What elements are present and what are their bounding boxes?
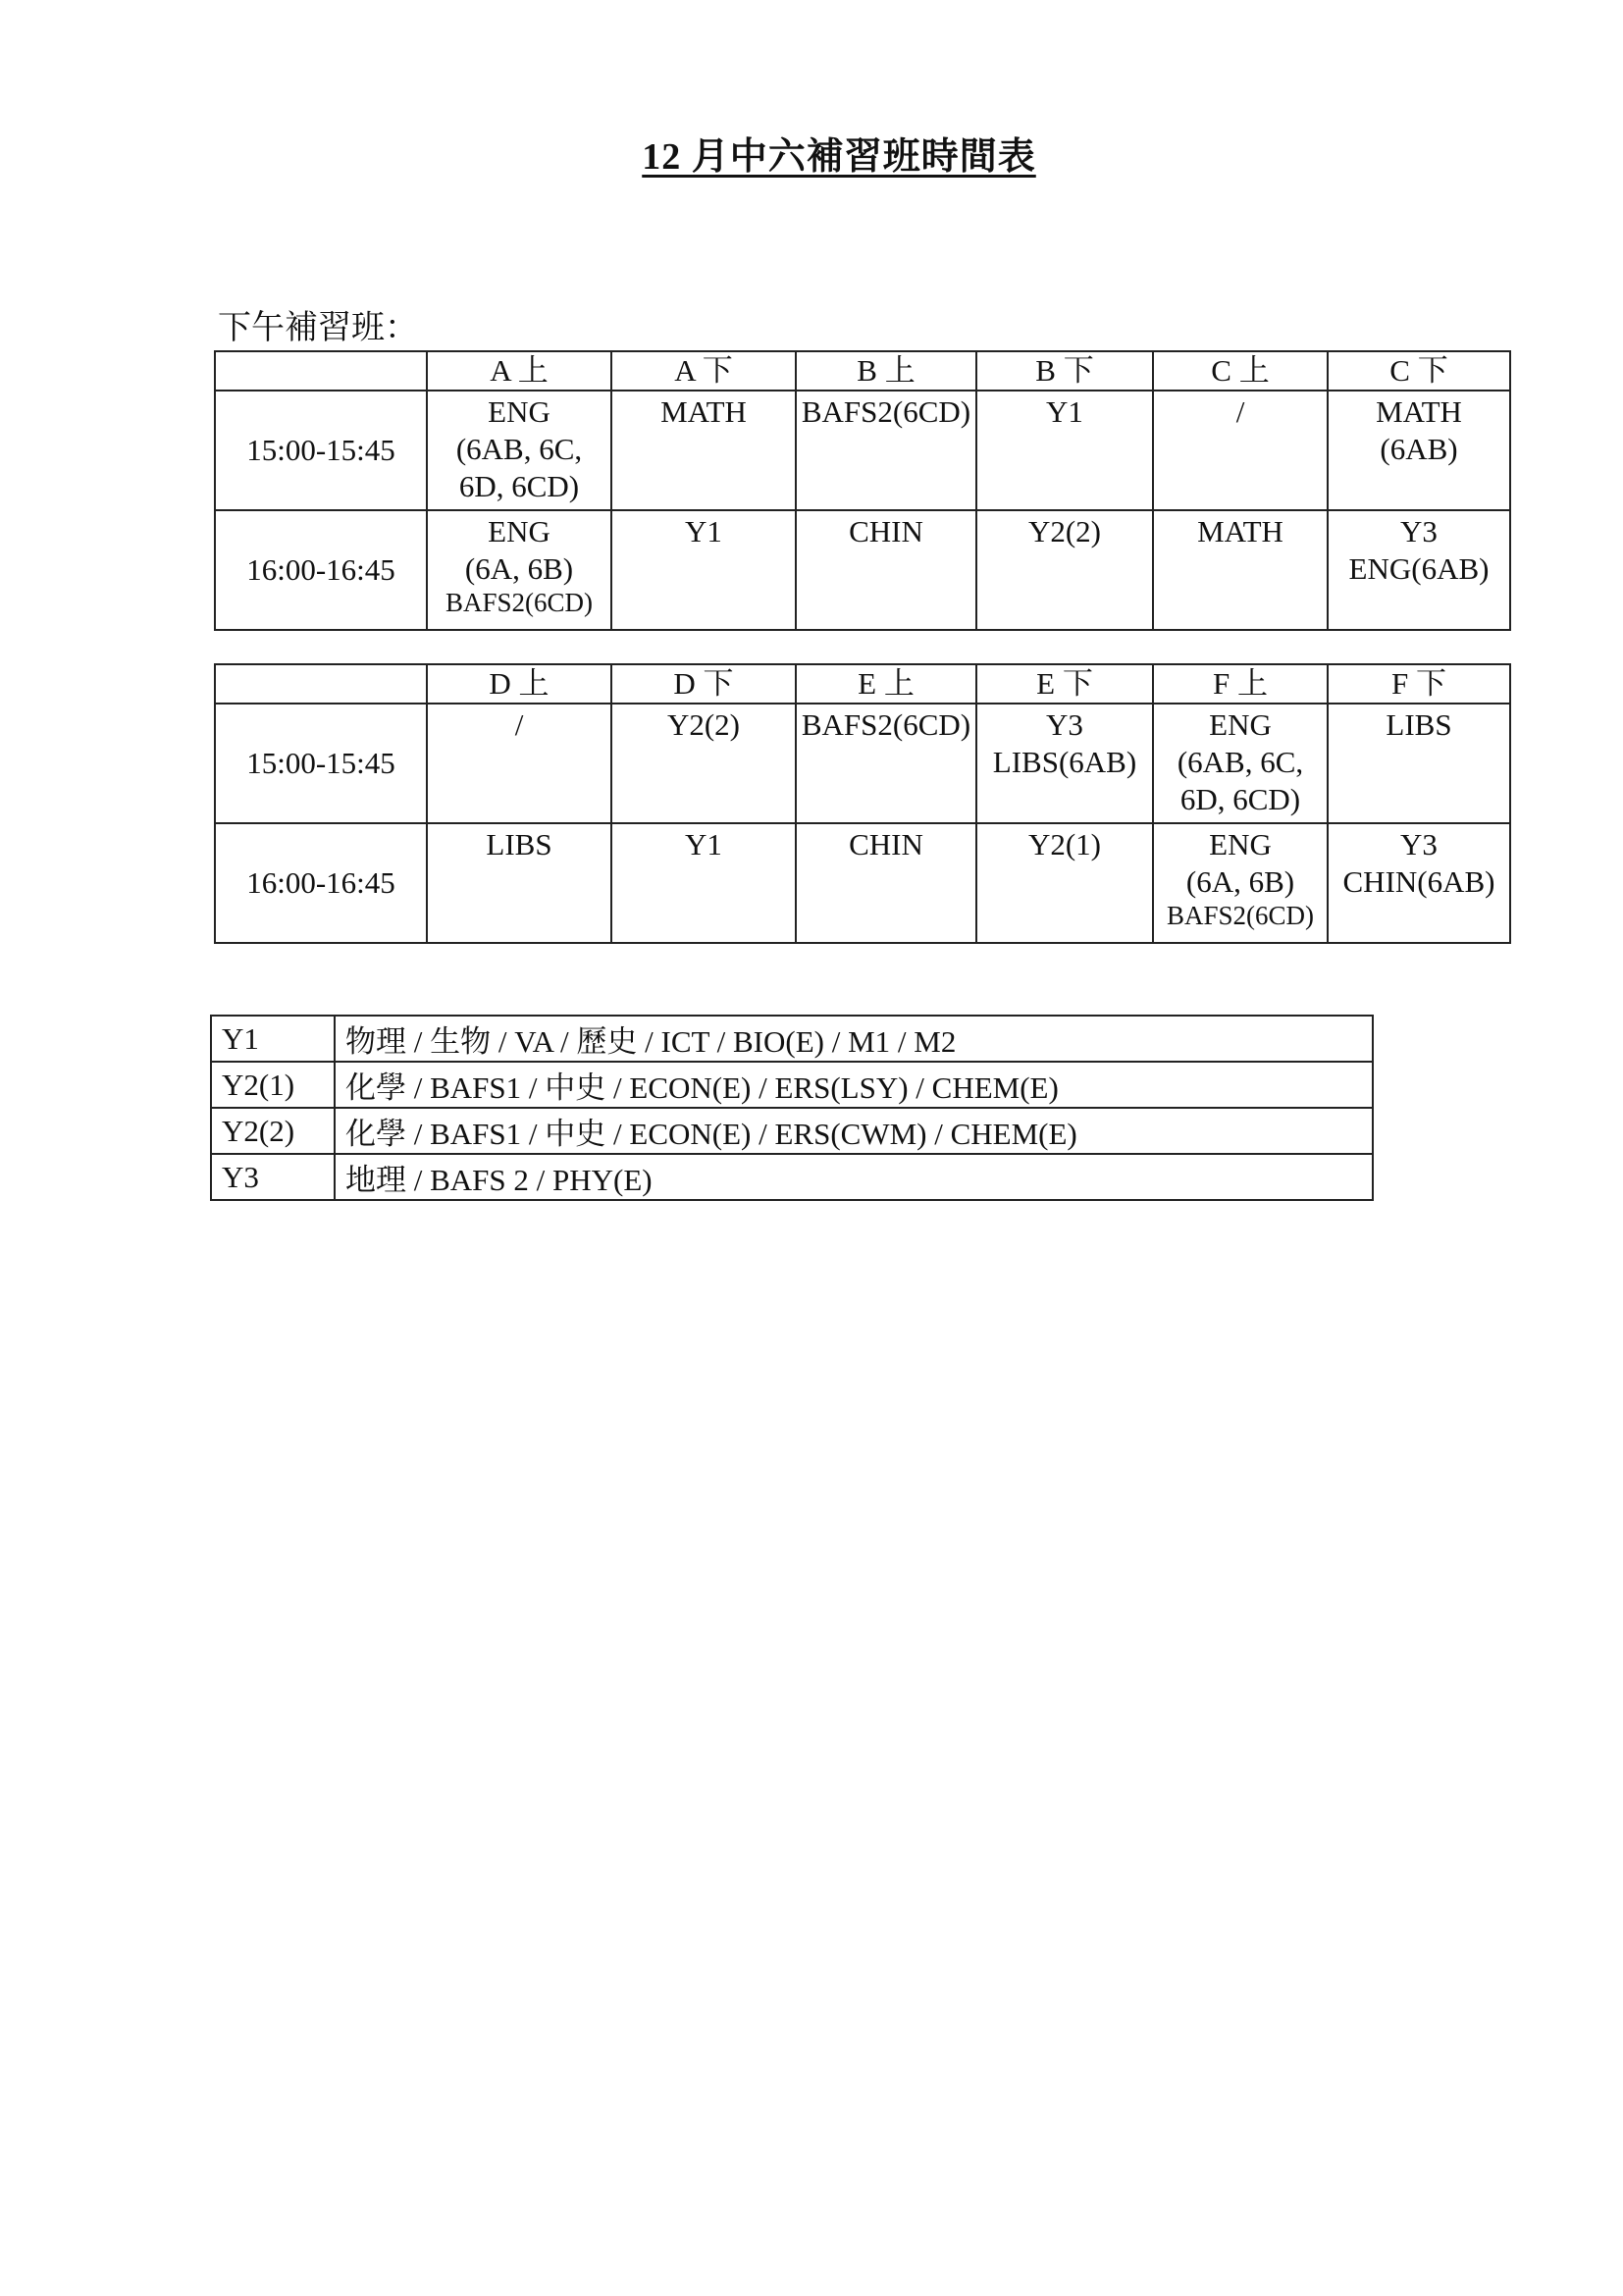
class-cell (1153, 823, 1328, 943)
legend-code: Y1 (211, 1016, 335, 1062)
header-cell: C 上 (1153, 351, 1328, 391)
time-cell: 16:00-16:45 (215, 823, 427, 943)
class-cell (976, 704, 1153, 823)
timetable-a (214, 350, 1511, 631)
class-cell (796, 823, 976, 943)
table-row (215, 704, 1510, 823)
cell-line: (6A, 6B) (464, 551, 574, 586)
class-cell (1153, 391, 1328, 510)
header-cell (215, 664, 427, 704)
cell-line: Y3 (1400, 514, 1438, 548)
cell-line: MATH (1197, 514, 1283, 548)
cell-line: BAFS2(6CD) (801, 394, 971, 429)
legend-subjects: 地理 / BAFS 2 / PHY(E) (335, 1154, 1373, 1200)
class-cell (796, 704, 976, 823)
cell-line: ENG (488, 394, 550, 429)
class-cell (796, 391, 976, 510)
cell-line: (6AB) (1380, 432, 1458, 466)
cell-line: LIBS(6AB) (992, 745, 1137, 779)
class-cell (427, 704, 611, 823)
class-cell (1328, 704, 1510, 823)
header-cell: A 下 (611, 351, 796, 391)
class-cell (611, 391, 796, 510)
legend-subjects: 化學 / BAFS1 / 中史 / ECON(E) / ERS(LSY) / CHEM(E) (335, 1062, 1373, 1108)
cell-line: ENG (1209, 827, 1272, 861)
cell-line: BAFS2(6CD) (1166, 901, 1315, 930)
class-cell (796, 510, 976, 630)
header-cell: D 下 (611, 664, 796, 704)
cell-line: Y3 (1400, 827, 1438, 861)
header-cell: B 上 (796, 351, 976, 391)
cell-line: Y3 (1046, 707, 1083, 742)
header-cell: B 下 (976, 351, 1153, 391)
cell-line: Y1 (685, 827, 722, 861)
header-cell: F 下 (1328, 664, 1510, 704)
class-cell (611, 823, 796, 943)
cell-line: MATH (1376, 394, 1462, 429)
cell-line: Y1 (685, 514, 722, 548)
class-cell (976, 823, 1153, 943)
timetable-b (214, 663, 1511, 944)
legend-subjects: 化學 / BAFS1 / 中史 / ECON(E) / ERS(CWM) / CHEM(E) (335, 1108, 1373, 1154)
class-cell (1328, 510, 1510, 630)
class-cell (1328, 391, 1510, 510)
cell-line: Y2(2) (1027, 514, 1102, 548)
cell-line: CHIN(6AB) (1342, 864, 1495, 899)
table-header-row (215, 351, 1510, 391)
header-cell: E 上 (796, 664, 976, 704)
legend-row (211, 1062, 1373, 1108)
cell-line: ENG (488, 514, 550, 548)
table-row (215, 823, 1510, 943)
cell-line: LIBS (486, 827, 552, 861)
cell-line: BAFS2(6CD) (445, 588, 594, 617)
cell-line: Y1 (1046, 394, 1083, 429)
legend-code: Y2(1) (211, 1062, 335, 1108)
header-cell: D 上 (427, 664, 611, 704)
legend-row (211, 1016, 1373, 1062)
class-cell (427, 510, 611, 630)
class-cell (976, 510, 1153, 630)
cell-line: BAFS2(6CD) (801, 707, 971, 742)
class-cell (427, 391, 611, 510)
header-cell: C 下 (1328, 351, 1510, 391)
time-cell: 16:00-16:45 (215, 510, 427, 630)
cell-line: LIBS (1386, 707, 1452, 742)
header-cell: F 上 (1153, 664, 1328, 704)
legend-row (211, 1108, 1373, 1154)
cell-line: ENG (1209, 707, 1272, 742)
time-cell: 15:00-15:45 (215, 391, 427, 510)
header-cell: E 下 (976, 664, 1153, 704)
class-cell (976, 391, 1153, 510)
cell-line: (6A, 6B) (1185, 864, 1295, 899)
cell-line: ENG(6AB) (1348, 551, 1490, 586)
legend-code: Y2(2) (211, 1108, 335, 1154)
class-cell (1153, 704, 1328, 823)
cell-line: Y2(2) (666, 707, 741, 742)
time-cell: 15:00-15:45 (215, 704, 427, 823)
cell-line: (6AB, 6C, (455, 432, 583, 466)
header-cell (215, 351, 427, 391)
header-cell: A 上 (427, 351, 611, 391)
class-cell (1153, 510, 1328, 630)
subject-legend (210, 1015, 1374, 1201)
cell-line: 6D, 6CD) (1179, 782, 1301, 816)
class-cell (427, 823, 611, 943)
cell-line: CHIN (849, 827, 923, 861)
section-label: 下午補習班： (218, 310, 418, 346)
cell-line: Y2(1) (1027, 827, 1102, 861)
legend-code: Y3 (211, 1154, 335, 1200)
cell-line: MATH (660, 394, 747, 429)
cell-line: CHIN (849, 514, 923, 548)
page-title: 12 月中六補習班時間表 (642, 136, 1036, 178)
class-cell (1328, 823, 1510, 943)
cell-line: (6AB, 6C, (1177, 745, 1304, 779)
class-cell (611, 704, 796, 823)
legend-row (211, 1154, 1373, 1200)
class-cell (611, 510, 796, 630)
table-row (215, 391, 1510, 510)
table-row (215, 510, 1510, 630)
cell-line: / (1235, 394, 1245, 429)
cell-line: 6D, 6CD) (458, 469, 580, 503)
table-header-row (215, 664, 1510, 704)
cell-line: / (514, 707, 524, 742)
legend-subjects: 物理 / 生物 / VA / 歷史 / ICT / BIO(E) / M1 / M2 (335, 1016, 1373, 1062)
